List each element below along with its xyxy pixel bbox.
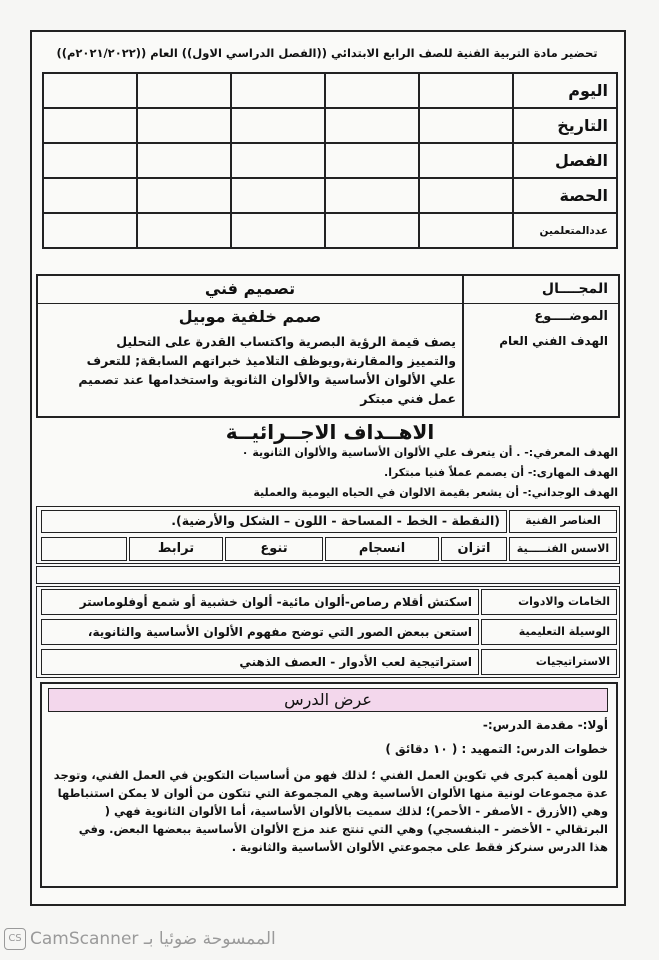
principle-item: ترابط bbox=[129, 537, 223, 561]
schedule-cell bbox=[137, 73, 231, 108]
spacer-box bbox=[36, 566, 620, 584]
lesson-line: وهي (الأزرق - الأصفر - الأحمر)؛ لذلك سميت بالألوان الأساسية، أما الألوان الثانوية فهي ( bbox=[104, 804, 608, 818]
camscanner-watermark bbox=[4, 928, 276, 950]
lesson-line: عدة مجموعات لونية منها الألوان الأساسية وهي المجموعة التي تتكون من ألوان لا يمكن استنباطها bbox=[57, 786, 608, 800]
elements-value: (النقطة - الخط - المساحة - اللون – الشكل والأرضية). bbox=[41, 510, 507, 533]
schedule-cell bbox=[419, 143, 513, 178]
strategies-value: استراتيجية لعب الأدوار - العصف الذهني bbox=[41, 649, 479, 675]
schedule-label-learners: عددالمتعلمين bbox=[513, 213, 617, 248]
schedule-row bbox=[43, 213, 617, 248]
general-goal-text bbox=[38, 332, 456, 408]
cognitive-objective: الهدف المعرفي:- . أن يتعرف علي الألوان الأساسية والألوان الثانوية ٠ bbox=[241, 446, 618, 459]
schedule-cell bbox=[419, 213, 513, 248]
schedule-label-date: التاريخ bbox=[513, 108, 617, 143]
topic-label: الموضــــوع bbox=[534, 309, 608, 324]
procedural-objectives-heading: الاهــداف الاجــرائيــة bbox=[225, 420, 435, 444]
aids-value: استعن ببعض الصور التي توضح مفهوم الألوان الأساسية والثانوية، bbox=[41, 619, 479, 645]
schedule-label-day: اليوم bbox=[513, 73, 617, 108]
schedule-cell bbox=[231, 213, 325, 248]
affective-objective: الهدف الوجداني:- أن يشعر بقيمة الالوان في الحياه اليومية والعملية bbox=[253, 486, 618, 499]
elements-label: العناصر الفنية bbox=[509, 510, 617, 533]
schedule-row bbox=[43, 143, 617, 178]
schedule-cell bbox=[325, 108, 419, 143]
principle-item bbox=[41, 537, 127, 561]
info-box bbox=[36, 274, 620, 418]
schedule-cell bbox=[231, 73, 325, 108]
principles-label: الاسس الفنـــــية bbox=[509, 537, 617, 561]
schedule-cell bbox=[325, 73, 419, 108]
strategies-label: الاستراتيجيات bbox=[481, 649, 617, 675]
lesson-box bbox=[40, 682, 618, 888]
schedule-cell bbox=[325, 178, 419, 213]
field-label: المجــــال bbox=[541, 281, 608, 297]
elements-principles-box bbox=[36, 506, 620, 564]
schedule-cell bbox=[419, 73, 513, 108]
lesson-steps: خطوات الدرس: التمهيد : ( ١٠ دقائق ) bbox=[385, 742, 608, 756]
page-title: تحضير مادة التربية الفنية للصف الرابع الابتدائي ((الفصل الدراسي الاول)) العام ((٢٠٢١/٢٠٢٢م)) bbox=[56, 46, 598, 60]
divider bbox=[462, 330, 464, 416]
materials-label: الخامات والادوات bbox=[481, 589, 617, 615]
goal-line: علي الألوان الأساسية والألوان الثانوية واستخدامها عند تصميم bbox=[78, 372, 456, 387]
schedule-cell bbox=[419, 178, 513, 213]
principle-item: اتزان bbox=[441, 537, 507, 561]
camscanner-text: CamScanner الممسوحة ضوئيا بـ bbox=[30, 929, 276, 949]
schedule-cell bbox=[43, 108, 137, 143]
schedule-cell bbox=[137, 213, 231, 248]
principle-item: تنوع bbox=[225, 537, 323, 561]
goal-line: والتمييز والمقارنة,ويوظف التلاميذ خبراتهم السابقة; للتعرف bbox=[86, 353, 456, 368]
goal-line: عمل فني مبتكر bbox=[360, 391, 456, 406]
schedule-cell bbox=[43, 143, 137, 178]
schedule-cell bbox=[43, 73, 137, 108]
resources-box bbox=[36, 586, 620, 678]
skill-objective: الهدف المهارى:- أن يصمم عملاً فنيا مبتكرا. bbox=[384, 466, 618, 479]
schedule-cell bbox=[325, 143, 419, 178]
schedule-row bbox=[43, 73, 617, 108]
schedule-cell bbox=[231, 143, 325, 178]
lesson-line: البرتقالي - الأخضر - البنفسجي) وهي التي تنتج عند مزج الألوان الأساسية ببعضها البعض. وفي bbox=[78, 822, 608, 836]
topic-value: صمم خلفية موبيل bbox=[178, 307, 322, 326]
schedule-cell bbox=[137, 143, 231, 178]
lesson-plan-page bbox=[30, 30, 626, 906]
schedule-cell bbox=[137, 108, 231, 143]
schedule-grid bbox=[42, 72, 618, 249]
schedule-cell bbox=[231, 178, 325, 213]
camscanner-logo-icon: CS bbox=[4, 928, 26, 950]
divider bbox=[462, 304, 464, 330]
schedule-cell bbox=[419, 108, 513, 143]
schedule-row bbox=[43, 108, 617, 143]
lesson-line: للون أهمية كبرى في تكوين العمل الفني ؛ لذلك فهو من أساسيات التكوين في العمل الفني، وتوجد bbox=[53, 768, 608, 782]
lesson-title: عرض الدرس bbox=[48, 688, 608, 712]
schedule-cell bbox=[137, 178, 231, 213]
goal-label: الهدف الفني العام bbox=[499, 334, 608, 348]
schedule-cell bbox=[43, 213, 137, 248]
lesson-line: هذا الدرس سنركز فقط على مجموعتي الألوان الأساسية والثانوية . bbox=[231, 840, 608, 854]
lesson-intro: أولا:- مقدمة الدرس:- bbox=[482, 718, 608, 732]
aids-label: الوسيلة التعليمية bbox=[481, 619, 617, 645]
goal-line: يصف قيمة الرؤية البصرية واكتساب القدرة على التحليل bbox=[116, 334, 456, 349]
principle-item: انسجام bbox=[325, 537, 439, 561]
field-value: تصميم فني bbox=[204, 279, 296, 298]
schedule-label-class: الفصل bbox=[513, 143, 617, 178]
schedule-cell bbox=[231, 108, 325, 143]
schedule-cell bbox=[43, 178, 137, 213]
divider bbox=[462, 276, 464, 304]
schedule-row bbox=[43, 178, 617, 213]
schedule-cell bbox=[325, 213, 419, 248]
lesson-body bbox=[44, 766, 608, 856]
schedule-label-period: الحصة bbox=[513, 178, 617, 213]
topic-row bbox=[38, 304, 618, 330]
field-row bbox=[38, 276, 618, 304]
materials-value: اسكتش أقلام رصاص-ألوان مائية- ألوان خشبية أو شمع أوفلوماستر bbox=[41, 589, 479, 615]
